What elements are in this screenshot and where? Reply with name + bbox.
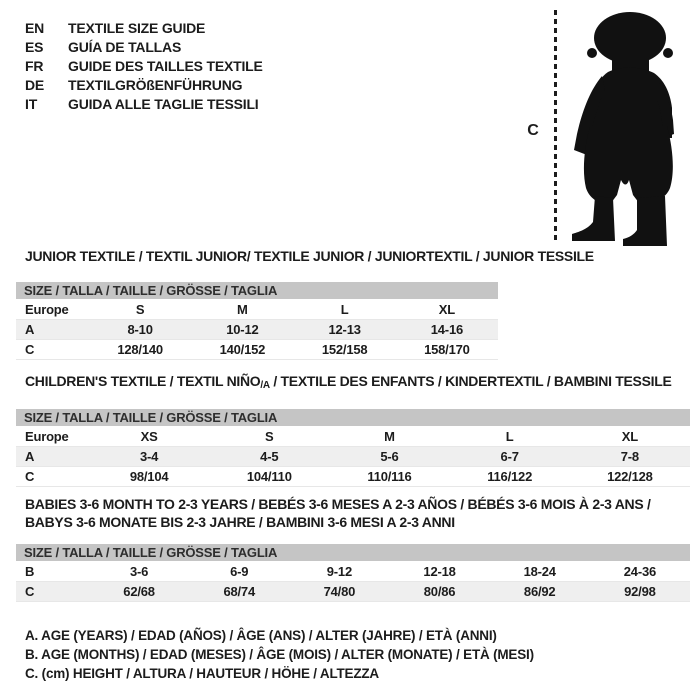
language-code: IT <box>25 96 38 112</box>
table-cell: 3-4 <box>89 447 209 467</box>
table-cell: 3-6 <box>89 562 189 582</box>
table-cell: 104/110 <box>209 467 329 487</box>
table-cell: 24-36 <box>590 562 690 582</box>
height-measure-dotted-line <box>554 10 557 244</box>
table-row <box>16 562 690 582</box>
table-cell: XS <box>89 427 209 447</box>
section-title <box>16 495 690 531</box>
size-table-grid <box>16 562 690 602</box>
table-row <box>16 300 498 320</box>
section-title-text: BABYS 3-6 MONATE BIS 2-3 JAHRE / BAMBINI 3-6 MESI A 2-3 ANNI <box>25 514 455 530</box>
section-title-text: /A <box>260 380 270 391</box>
table-cell: 6-7 <box>450 447 570 467</box>
size-table <box>16 282 498 360</box>
size-header-bar: SIZE / TALLA / TAILLE / GRÖSSE / TAGLIA <box>16 544 690 561</box>
language-row <box>25 76 263 95</box>
table-cell: 74/80 <box>289 582 389 602</box>
size-header-bar: SIZE / TALLA / TAILLE / GRÖSSE / TAGLIA <box>16 282 498 299</box>
table-cell: 140/152 <box>191 340 293 360</box>
section-title <box>16 372 690 395</box>
table-cell: 6-9 <box>189 562 289 582</box>
language-guide-title: GUÍA DE TALLAS <box>68 39 182 55</box>
row-label: C <box>16 467 89 487</box>
section-title-text: BABIES 3-6 MONTH TO 2-3 YEARS / BEBÉS 3-6 MESES A 2-3 AÑOS / BÉBÉS 3-6 MOIS À 2-3 ANS / <box>25 496 651 512</box>
table-cell: 122/128 <box>570 467 690 487</box>
row-label: Europe <box>16 427 89 447</box>
table-cell: L <box>294 300 396 320</box>
table-row <box>16 340 498 360</box>
size-table-grid <box>16 300 498 360</box>
language-guide-title: GUIDA ALLE TAGLIE TESSILI <box>68 96 259 112</box>
measure-legend <box>25 626 534 683</box>
size-guide-section <box>16 247 690 360</box>
table-cell: 10-12 <box>191 320 293 340</box>
size-table <box>16 409 690 487</box>
language-guide-title: GUIDE DES TAILLES TEXTILE <box>68 58 263 74</box>
size-guide-section <box>16 372 690 487</box>
table-cell: 110/116 <box>329 467 449 487</box>
table-row <box>16 582 690 602</box>
table-cell: S <box>209 427 329 447</box>
table-cell: 116/122 <box>450 467 570 487</box>
table-cell: 14-16 <box>396 320 498 340</box>
size-table <box>16 544 690 602</box>
section-title-text: JUNIOR TEXTILE / TEXTIL JUNIOR/ TEXTILE JUNIOR / JUNIORTEXTIL / JUNIOR TESSILE <box>25 248 594 264</box>
row-label: Europe <box>16 300 89 320</box>
table-cell: 8-10 <box>89 320 191 340</box>
size-header-bar: SIZE / TALLA / TAILLE / GRÖSSE / TAGLIA <box>16 409 690 426</box>
table-cell: 128/140 <box>89 340 191 360</box>
section-title <box>16 247 690 265</box>
size-guide-section <box>16 495 690 602</box>
table-cell: 98/104 <box>89 467 209 487</box>
row-label: C <box>16 582 89 602</box>
table-cell: M <box>329 427 449 447</box>
table-cell: 92/98 <box>590 582 690 602</box>
table-cell: 158/170 <box>396 340 498 360</box>
table-cell: XL <box>570 427 690 447</box>
table-cell: M <box>191 300 293 320</box>
language-guide-title: TEXTILE SIZE GUIDE <box>68 20 206 36</box>
height-measure-label: C <box>527 122 539 139</box>
table-cell: 62/68 <box>89 582 189 602</box>
language-guide-title: TEXTILGRÖßENFÜHRUNG <box>68 77 243 93</box>
table-cell: XL <box>396 300 498 320</box>
table-row <box>16 427 690 447</box>
table-cell: 12-18 <box>389 562 489 582</box>
section-title-line <box>25 513 690 531</box>
section-title-line <box>25 247 690 265</box>
language-code: EN <box>25 20 45 36</box>
language-row <box>25 95 263 114</box>
row-label: A <box>16 447 89 467</box>
section-title-text: / TEXTILE DES ENFANTS / KINDERTEXTIL / BAMBINI TESSILE <box>269 373 672 389</box>
toddler-silhouette-shapes <box>572 12 674 246</box>
language-code: DE <box>25 77 45 93</box>
language-row <box>25 38 263 57</box>
legend-line: B. AGE (MONTHS) / EDAD (MESES) / ÂGE (MOIS) / ALTER (MONATE) / ETÀ (MESI) <box>25 647 534 662</box>
table-cell: S <box>89 300 191 320</box>
table-cell: 5-6 <box>329 447 449 467</box>
language-row <box>25 19 263 38</box>
legend-line: C. (cm) HEIGHT / ALTURA / HAUTEUR / HÖHE / ALTEZZA <box>25 666 379 681</box>
table-cell: 80/86 <box>389 582 489 602</box>
language-title-list <box>25 19 263 114</box>
table-cell: 9-12 <box>289 562 389 582</box>
table-cell: 152/158 <box>294 340 396 360</box>
row-label: C <box>16 340 89 360</box>
table-row <box>16 320 498 340</box>
table-cell: 12-13 <box>294 320 396 340</box>
row-label: B <box>16 562 89 582</box>
size-table-grid <box>16 427 690 487</box>
table-cell: 4-5 <box>209 447 329 467</box>
section-title-line <box>25 372 690 395</box>
table-cell: 18-24 <box>490 562 590 582</box>
table-cell: L <box>450 427 570 447</box>
section-title-text: CHILDREN'S TEXTILE / TEXTIL NIÑO <box>25 373 261 389</box>
row-label: A <box>16 320 89 340</box>
table-cell: 7-8 <box>570 447 690 467</box>
table-row <box>16 467 690 487</box>
table-cell: 68/74 <box>189 582 289 602</box>
toddler-silhouette-icon <box>568 10 693 246</box>
language-code: ES <box>25 39 44 55</box>
table-row <box>16 447 690 467</box>
baby-figure-area <box>520 8 700 250</box>
legend-line: A. AGE (YEARS) / EDAD (AÑOS) / ÂGE (ANS) / ALTER (JAHRE) / ETÀ (ANNI) <box>25 628 497 643</box>
section-title-line <box>25 495 690 513</box>
language-row <box>25 57 263 76</box>
language-code: FR <box>25 58 44 74</box>
table-cell: 86/92 <box>490 582 590 602</box>
